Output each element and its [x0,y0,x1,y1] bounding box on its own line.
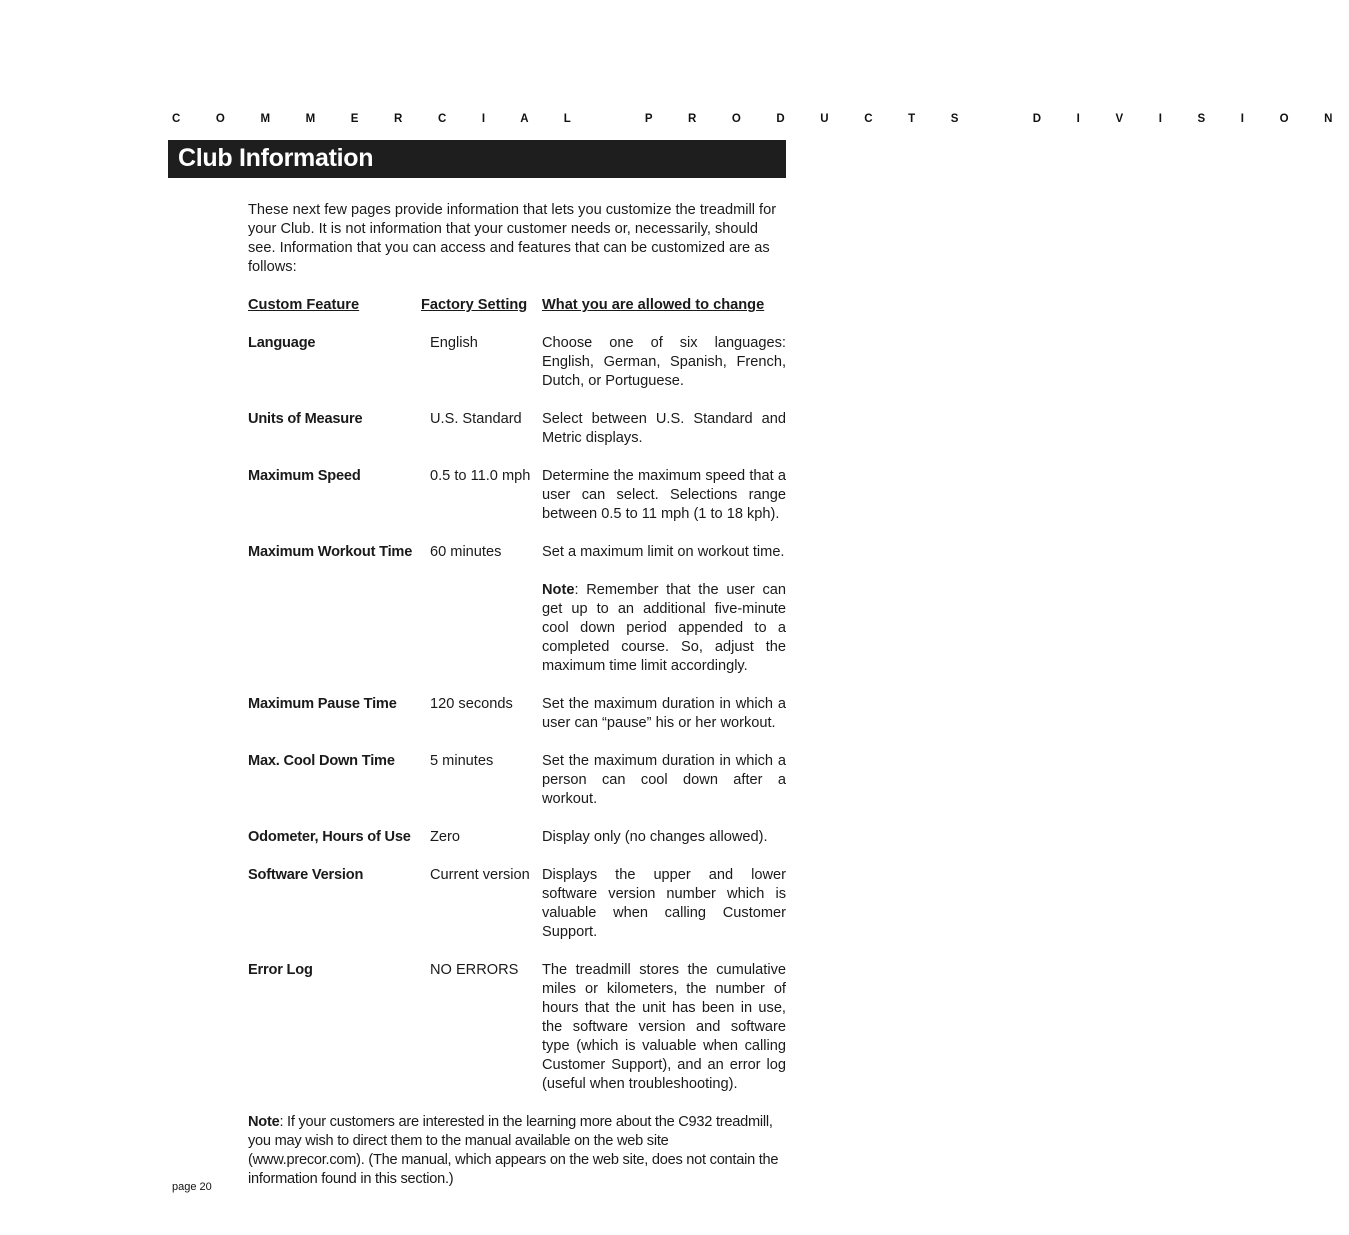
note-label: Note [542,582,575,598]
allowed-change-cell [542,543,786,695]
table-row [248,828,786,866]
allowed-change: Choose one of six languages: English, German, Spanish, French, Dutch, or Portuguese. [542,335,786,389]
factory-setting: 120 seconds [430,696,513,712]
column-header-feature: Custom Feature [248,297,360,313]
allowed-change: Set the maximum duration in which a person can cool down after a workout. [542,753,786,807]
page-number: page 20 [172,1181,212,1193]
feature-name: Maximum Pause Time [248,696,397,712]
note-text: : Remember that the user can get up to an additional five-minute cool down period appended to a completed course. So, adjust the maximum time limit accordingly. [542,582,786,674]
table-row [248,752,786,828]
factory-setting: English [430,335,478,351]
allowed-change: Determine the maximum speed that a user can select. Selections range between 0.5 to 11 mph (1 to 18 kph). [542,468,786,522]
feature-name: Maximum Workout Time [248,544,413,560]
feature-name: Language [248,335,316,351]
column-header-factory: Factory Setting [421,297,528,313]
footnote-label: Note [248,1114,280,1130]
factory-setting: Zero [430,829,461,845]
factory-setting: 60 minutes [430,544,502,560]
factory-setting: 0.5 to 11.0 mph [430,468,531,484]
feature-name: Odometer, Hours of Use [248,829,411,845]
allowed-change: Select between U.S. Standard and Metric displays. [542,411,786,446]
division-header: C O M M E R C I A L P R O D U C T S D I V I S I O N [172,113,1349,125]
feature-name: Maximum Speed [248,468,361,484]
allowed-change: The treadmill stores the cumulative miles or kilometers, the number of hours that the unit has been in use, the software version and software type (which is valuable when calling Customer Support), and an error log (useful when troubleshooting). [542,962,786,1092]
allowed-change: Display only (no changes allowed). [542,829,768,845]
table-row [248,467,786,543]
factory-setting: 5 minutes [430,753,494,769]
table-row [248,334,786,410]
custom-feature-table [248,296,786,1113]
column-header-change: What you are allowed to change [542,297,765,313]
feature-name: Error Log [248,962,313,978]
feature-name: Units of Measure [248,411,363,427]
table-row [248,543,786,695]
table-row [248,961,786,1113]
intro-paragraph: These next few pages provide information that lets you customize the treadmill for your Club. It is not information that your customer needs or, necessarily, should see. Information that you can access and features that can be customized are as follows: [248,202,777,275]
section-title-bar [168,140,786,178]
page-title: Club Information [178,144,374,172]
feature-name: Software Version [248,867,364,883]
workout-time-note [542,581,786,676]
feature-name: Max. Cool Down Time [248,753,395,769]
main-content [248,201,786,1189]
table-row [248,410,786,467]
allowed-change: Displays the upper and lower software version number which is valuable when calling Customer Support. [542,867,786,940]
allowed-change: Set the maximum duration in which a user can “pause” his or her workout. [542,696,786,731]
table-header-row [248,296,786,334]
allowed-change: Set a maximum limit on workout time. [542,544,785,560]
factory-setting: Current version [430,867,530,883]
footnote-text: : If your customers are interested in the learning more about the C932 treadmill, you may wish to direct them to the manual available on the web site (www.precor.com). (The manual, which appears on the web site, does not contain the information found in this section.) [248,1114,779,1187]
factory-setting: NO ERRORS [430,962,519,978]
table-row [248,695,786,752]
table-row [248,866,786,961]
factory-setting: U.S. Standard [430,411,522,427]
footnote [248,1113,786,1189]
